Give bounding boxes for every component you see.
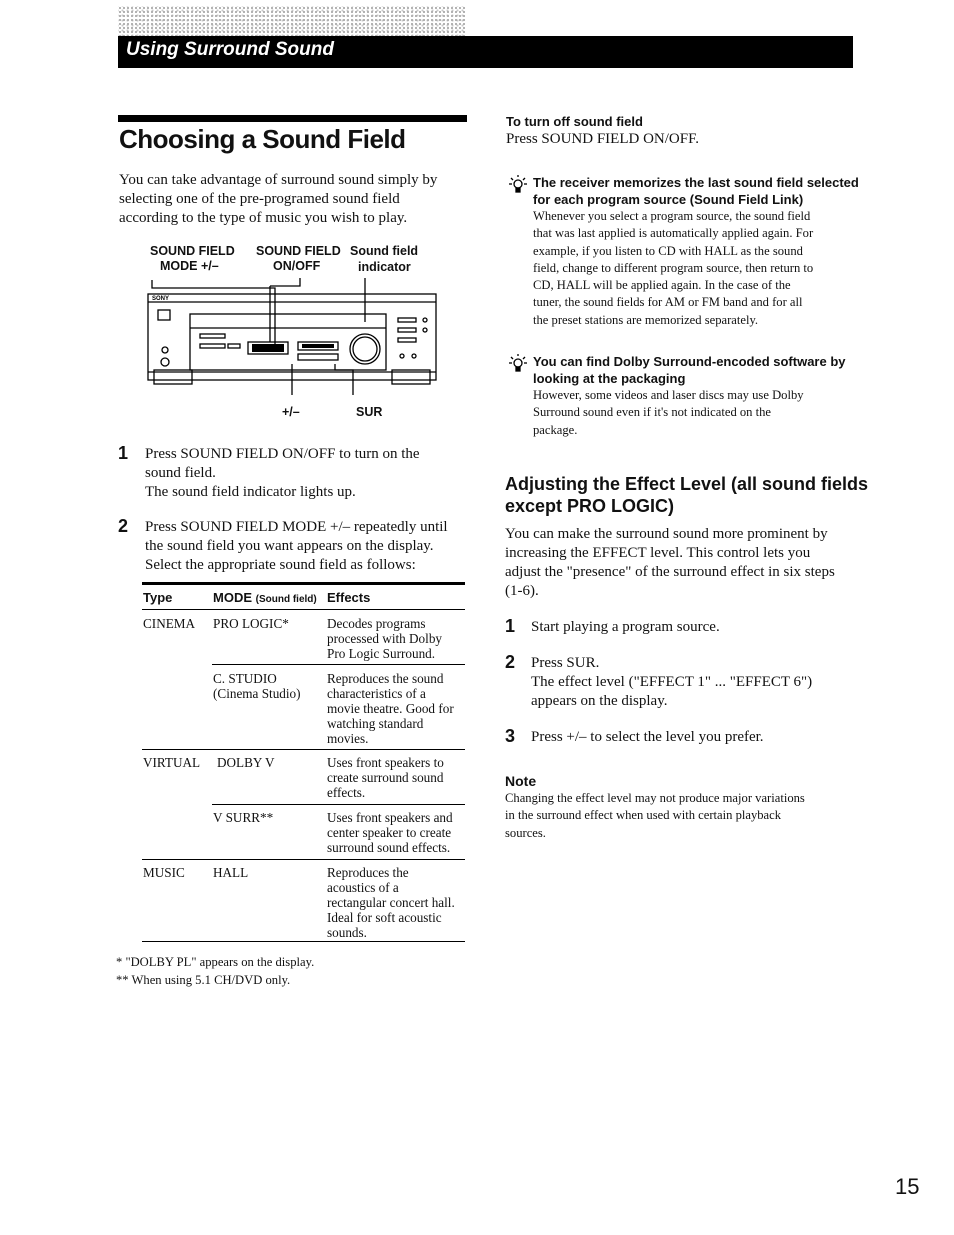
row-divider [212, 804, 465, 805]
cell-effects [327, 616, 442, 661]
effects-line: movie theatre. Good for [327, 701, 454, 716]
table-bottom-rule [142, 941, 465, 942]
table-row [143, 616, 195, 631]
tip-2-body [533, 387, 804, 439]
tip-title-line: The receiver memorizes the last sound field selected [533, 175, 859, 190]
brand-logo: SONY [152, 296, 170, 302]
step-line: Select the appropriate sound field as follows: [145, 557, 416, 573]
label-line: SOUND FIELD [150, 244, 235, 258]
turn-off-text: Press SOUND FIELD ON/OFF. [506, 131, 699, 147]
header-mode-sub: (Sound field) [255, 594, 317, 605]
cell-effects [327, 671, 454, 746]
turn-off-heading: To turn off sound field [506, 114, 643, 129]
effects-line: create surround sound [327, 770, 444, 785]
table-header-type: Type [143, 590, 173, 605]
step-line: Press SOUND FIELD ON/OFF to turn on the [145, 446, 420, 462]
mode-line: PRO LOGIC* [213, 616, 289, 631]
cell-mode [213, 810, 273, 825]
note-line: Changing the effect level may not produce major variations [505, 791, 805, 805]
tip-lightbulb-icon [508, 174, 528, 194]
tip-line: Surround sound even if it's not indicated on the [533, 405, 772, 420]
step-number: 3 [505, 726, 516, 746]
effects-line: rectangular concert hall. [327, 895, 455, 910]
table-top-rule [142, 582, 465, 585]
table-header-rule [142, 609, 465, 610]
table-header-mode [213, 590, 317, 605]
note-heading: Note [505, 773, 537, 789]
mode-line: V SURR** [213, 810, 274, 825]
effects-line: watching standard [327, 716, 424, 731]
effects-line: surround sound effects. [327, 840, 451, 855]
label-line: SOUND FIELD [256, 244, 341, 258]
receiver-front-panel-illustration [140, 272, 440, 407]
cell-type: CINEMA [143, 616, 196, 631]
effects-line: Reproduces the [327, 865, 409, 880]
tip-line: package. [533, 422, 578, 437]
step-number: 2 [505, 652, 516, 672]
effects-line: movies. [327, 731, 369, 746]
effects-line: Pro Logic Surround. [327, 646, 436, 661]
step-line: Press SUR. [531, 655, 600, 671]
label-line: indicator [358, 260, 411, 274]
step-line: Press SOUND FIELD MODE +/– repeatedly until [145, 519, 448, 535]
tip-line: the preset stations are memorized separately. [533, 312, 759, 327]
paragraph-line: adjust the "presence" of the surround effect in six steps [505, 564, 835, 580]
effect-intro-paragraph [505, 525, 835, 601]
intro-line: You can take advantage of surround sound simply by [119, 172, 438, 188]
paragraph-line: You can make the surround sound more prominent by [505, 526, 828, 542]
cell-mode [213, 671, 301, 701]
title-rule [118, 115, 467, 122]
page-title: Choosing a Sound Field [119, 124, 406, 154]
cell-type: VIRTUAL [143, 755, 201, 770]
effects-line: Uses front speakers and [327, 810, 453, 825]
cell-mode [217, 755, 275, 770]
tip-title-line: for each program source (Sound Field Link) [533, 192, 804, 207]
row-divider [142, 859, 465, 860]
footnote: * "DOLBY PL" appears on the display. [116, 955, 315, 969]
label-sound-field-indicator [350, 244, 418, 275]
footnote: ** When using 5.1 CH/DVD only. [116, 973, 291, 987]
tip-1-body [533, 208, 813, 329]
tip-title-line: You can find Dolby Surround-encoded software by [533, 354, 846, 369]
tip-line: field, change to different program source, then return to [533, 260, 814, 275]
step-number: 2 [118, 516, 129, 536]
effects-line: Ideal for soft acoustic [327, 910, 442, 925]
section-heading-effect-level [505, 473, 868, 517]
step-line: The effect level ("EFFECT 1" ... "EFFECT 6") [531, 674, 813, 690]
step-line: The sound field indicator lights up. [145, 484, 356, 500]
effects-line: center speaker to create [327, 825, 452, 840]
label-line: Sound field [350, 244, 419, 258]
tip-line: that was last applied is automatically applied again. For [533, 226, 814, 241]
header-mode-text: MODE [213, 590, 252, 605]
note-line: in the surround effect when used with certain playback [505, 808, 782, 823]
step-1-text [145, 445, 475, 502]
note-line: sources. [505, 825, 546, 840]
cell-effects [327, 810, 453, 855]
paragraph-line: (1-6). [505, 583, 539, 599]
effects-line: processed with Dolby [327, 631, 443, 646]
tip-title-line: looking at the packaging [533, 371, 686, 386]
mode-line: HALL [213, 865, 249, 880]
cell-effects [327, 865, 455, 940]
effects-line: Decodes programs [327, 616, 426, 631]
intro-line: selecting one of the pre-programed sound field [119, 191, 400, 207]
tip-2-title [533, 353, 846, 387]
effects-line: acoustics of a [327, 880, 399, 895]
heading-line: Adjusting the Effect Level (all sound fields [505, 474, 869, 494]
step-line: sound field. [145, 465, 216, 481]
cell-type: MUSIC [143, 865, 185, 880]
step-2-text [145, 518, 475, 575]
tip-line: tuner, the sound fields for AM or FM band and for all [533, 295, 803, 310]
mode-line: C. STUDIO [213, 671, 277, 686]
label-plus-minus: +/– [282, 405, 300, 419]
effects-line: sounds. [327, 925, 367, 940]
table-header-effects: Effects [327, 590, 371, 605]
cell-effects [327, 755, 444, 800]
tip-line: CD, HALL will be applied again. In the case of the [533, 278, 791, 293]
cell-mode [213, 616, 289, 631]
mode-line: (Cinema Studio) [213, 686, 301, 701]
tip-line: However, some videos and laser discs may use Dolby [533, 388, 804, 402]
note-body [505, 790, 805, 842]
label-sound-field-mode [150, 244, 235, 274]
label-sound-field-onoff [256, 244, 341, 274]
label-line: ON/OFF [273, 259, 321, 273]
intro-line: according to the type of music you wish to play. [119, 210, 408, 226]
paragraph-line: increasing the EFFECT level. This control lets you [505, 545, 811, 561]
effect-step-1-text: Start playing a program source. [531, 619, 720, 635]
effects-line: Reproduces the sound [327, 671, 444, 686]
page-number: 15 [895, 1174, 920, 1199]
step-number: 1 [118, 443, 129, 463]
section-title: Using Surround Sound [126, 39, 334, 60]
label-sur: SUR [356, 405, 383, 419]
step-number: 1 [505, 616, 516, 636]
step-line: appears on the display. [531, 693, 668, 709]
row-divider [212, 664, 465, 665]
tip-line: Whenever you select a program source, the sound field [533, 209, 811, 223]
effects-line: effects. [327, 785, 366, 800]
effect-step-3-text: Press +/– to select the level you prefer. [531, 729, 764, 745]
heading-line: except PRO LOGIC) [505, 496, 675, 516]
effects-line: characteristics of a [327, 686, 426, 701]
section-header-bar [118, 36, 853, 68]
cell-mode [213, 865, 248, 880]
step-line: the sound field you want appears on the display. [145, 538, 434, 554]
tip-1-title [533, 174, 859, 208]
label-line: MODE +/– [160, 259, 219, 273]
intro-paragraph [119, 171, 469, 228]
tip-lightbulb-icon [508, 353, 528, 373]
header-decorative-pattern [118, 6, 466, 36]
tip-line: example, if you listen to CD with HALL as the sound [533, 243, 803, 258]
mode-line: DOLBY V [217, 755, 275, 770]
effect-step-2-text [531, 654, 812, 711]
row-divider [142, 749, 465, 750]
effects-line: Uses front speakers to [327, 755, 444, 770]
